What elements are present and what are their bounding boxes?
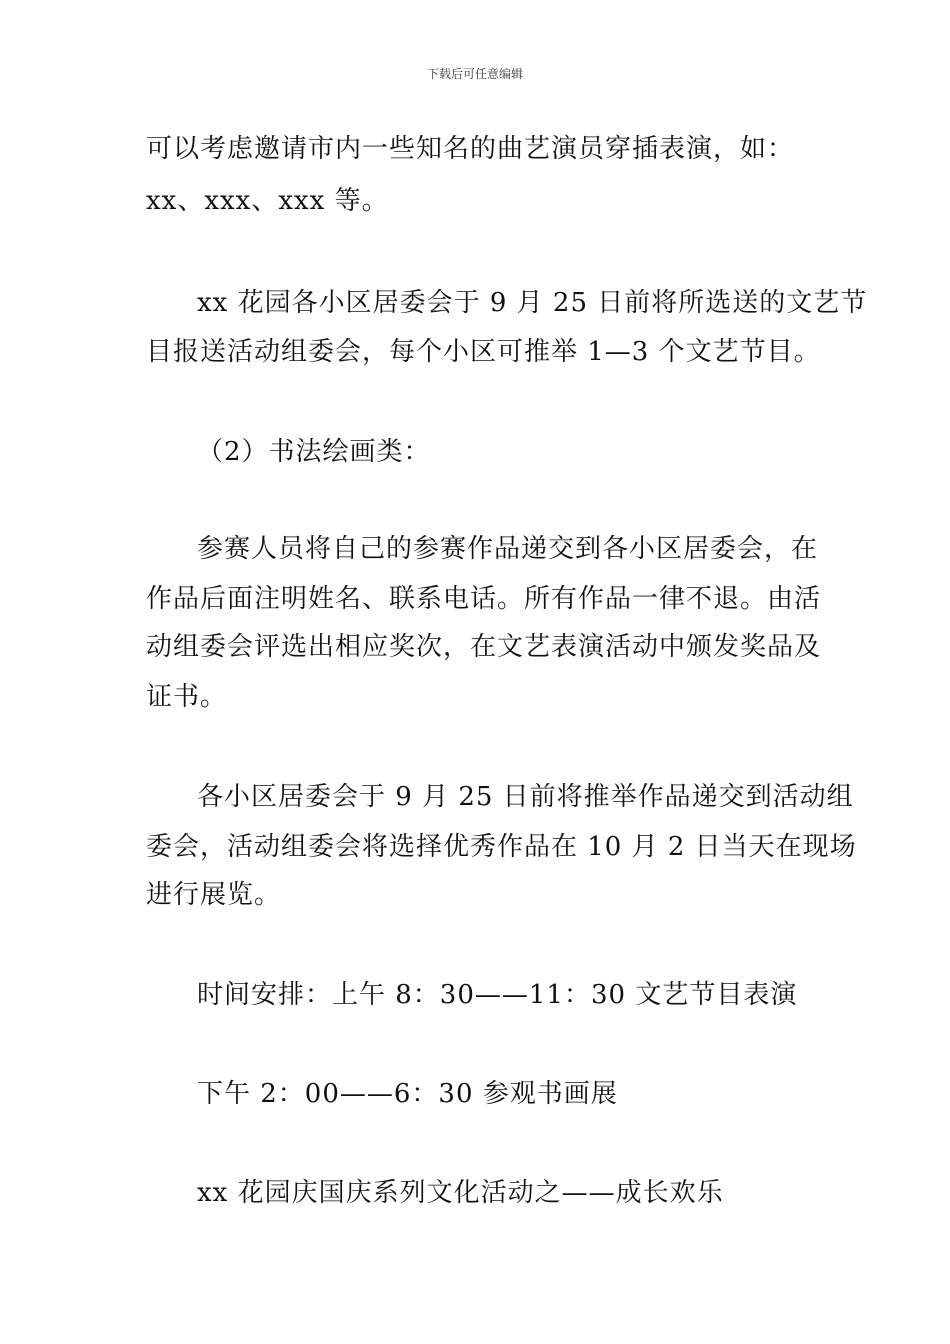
body-line: 进行展览。 (146, 880, 282, 910)
section-heading: （2）书法绘画类： (197, 437, 431, 467)
page-header: 下载后可任意编辑 (426, 67, 523, 81)
paragraph-start-line: 参赛人员将自己的参赛作品递交到各小区居委会，在 (197, 534, 819, 564)
schedule-line: 时间安排：上午 8：30——11：30 文艺节目表演 (197, 980, 798, 1010)
body-line: 作品后面注明姓名、联系电话。所有作品一律不退。由活 (146, 584, 822, 614)
paragraph-start-line: xx 花园各小区居委会于 9 月 25 日前将所选送的文艺节 (197, 288, 868, 318)
schedule-line: 下午 2：00——6：30 参观书画展 (197, 1079, 618, 1109)
section-title-line: xx 花园庆国庆系列文化活动之——成长欢乐 (197, 1178, 724, 1208)
body-line: 证书。 (146, 682, 228, 712)
body-line: 动组委会评选出相应奖次，在文艺表演活动中颁发奖品及 (146, 632, 822, 662)
body-line: 目报送活动组委会，每个小区可推举 1—3 个文艺节目。 (146, 337, 821, 367)
body-line: 委会，活动组委会将选择优秀作品在 10 月 2 日当天在现场 (146, 832, 857, 862)
body-line: xx、xxx、xxx 等。 (146, 186, 389, 216)
paragraph-start-line: 各小区居委会于 9 月 25 日前将推举作品递交到活动组 (197, 782, 854, 812)
body-line: 可以考虑邀请市内一些知名的曲艺演员穿插表演，如： (146, 134, 795, 164)
